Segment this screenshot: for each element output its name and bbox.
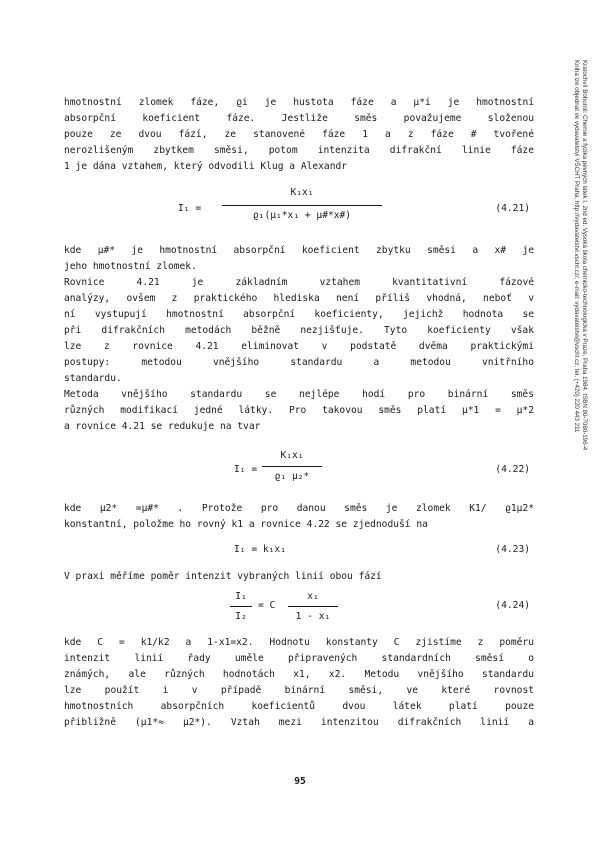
sidebar-citation: [572, 60, 588, 660]
equation-denominator: ϱ₁(μ₁*x₁ + μ#*x#): [252, 210, 352, 221]
text-line: a rovnice 4.21 se redukuje na tvar: [64, 421, 261, 432]
text-line: lze z rovnice 4.21 eliminovat v podstatě dvěma praktickými: [64, 341, 534, 352]
fraction-bar: [222, 205, 382, 206]
page-number: 95: [294, 776, 306, 787]
equation-constant: = C: [258, 600, 276, 611]
fraction-bar: [262, 466, 322, 467]
text-line: ní vystupují hmotnostní absorpční koeficienty, jejichž hodnota se: [64, 309, 534, 320]
text-line: známých, ale různých hodnotách x1, x2. Metodu vnějšího standardu: [64, 669, 534, 680]
text-line: Metoda vnějšího standardu se nejlépe hodí pro binární směs: [64, 389, 534, 400]
text-line: konstantní, položme ho rovný k1 a rovnice 4.22 se zjednoduší na: [64, 519, 428, 530]
text-line: kde μ#* je hmotnostní absorpční koeficient zbytku směsi a x# je: [64, 245, 534, 256]
text-line: přibližně (μ1*≈ μ2*). Vztah mezi intenzitou difrakčních linií a: [64, 717, 534, 728]
text-line: V praxi měříme poměr intenzit vybraných linií obou fází: [64, 571, 382, 582]
equation: I₁ = k₁x₁: [234, 544, 286, 555]
equation-lhs-denominator: I₂: [235, 611, 247, 622]
equation-lhs: I₁ =: [178, 203, 202, 214]
text-line: standardu.: [64, 373, 122, 384]
text-line: nerozlišeným zbytkem směsi, potom intenzita difrakční linie fáze: [64, 145, 534, 156]
text-line: absorpční koeficient fáze. Jestliže směs považujeme složenou: [64, 113, 534, 124]
text-line: hmotnostních absorpčních koeficientů dvou látek platí pouze: [64, 701, 534, 712]
fraction-bar: [230, 606, 252, 607]
equation-lhs: I₁ =: [234, 464, 258, 475]
text-line: při difrakčních metodách běžně nezjišťuje. Tyto koeficienty však: [64, 325, 534, 336]
text-line: lze použít i v případě binární směsi, ve které rovnost: [64, 685, 534, 696]
text-line: kde μ2* =μ#* . Protože pro danou směs je zlomek K1/ ϱ1μ2*: [64, 503, 534, 514]
text-line: postupy: metodou vnějšího standardu a metodou vnitřního: [64, 357, 534, 368]
text-line: pouze ze dvou fází, ze stanovené fáze 1 a z fáze # tvořené: [64, 129, 534, 140]
text-line: hmotnostní zlomek fáze, ϱi je hustota fáze a μ*i je hmotnostní: [64, 97, 534, 108]
equation-number: (4.22): [495, 464, 530, 475]
sidebar-citation-line1: Kratochvíl Bohumil: Chemie a fyzika pevných látek I, 2nd ed. Vysoká škola chemicko-technologická v Praze, Praha 1984, ISBN 80-7080-196-4: [581, 60, 588, 451]
equation-denominator: 1 - x₁: [295, 611, 331, 622]
equation-number: (4.24): [495, 600, 530, 611]
equation-numerator: K₁x₁: [290, 187, 314, 198]
sidebar-citation-line2: Kniha lze objednat ve vydavatelství VŠCHT Praha, http://vydavatelstvi.vscht.cz/, e-mail: vydavatelstvi@vscht.cz, tel. (+420) 220 443 211: [573, 60, 580, 433]
equation-denominator: ϱ₁ μ₂*: [274, 471, 310, 482]
equation-numerator: K₁x₁: [280, 450, 304, 461]
text-line: kde C = k1/k2 a 1-x1=x2. Hodnotu konstanty C zjistíme z poměru: [64, 637, 534, 648]
fraction-bar: [288, 606, 338, 607]
equation-number: (4.21): [495, 203, 530, 214]
text-line: různých modifikací jedné látky. Pro takovou směs platí μ*1 = μ*2: [64, 405, 534, 416]
text-line: Rovnice 4.21 je základním vztahem kvantitativní fázové: [64, 277, 534, 288]
equation-lhs-numerator: I₁: [235, 591, 247, 602]
text-line: 1 je dána vztahem, který odvodili Klug a Alexandr: [64, 161, 348, 172]
text-line: jeho hmotnostní zlomek.: [64, 261, 197, 272]
text-line: analýzy, ovšem z praktického hlediska není příliš vhodná, neboť v: [64, 293, 534, 304]
equation-number: (4.23): [495, 544, 530, 555]
equation-numerator: x₁: [307, 591, 319, 602]
text-line: intenzit linií řady uměle připravených standardních směsí o: [64, 653, 534, 664]
